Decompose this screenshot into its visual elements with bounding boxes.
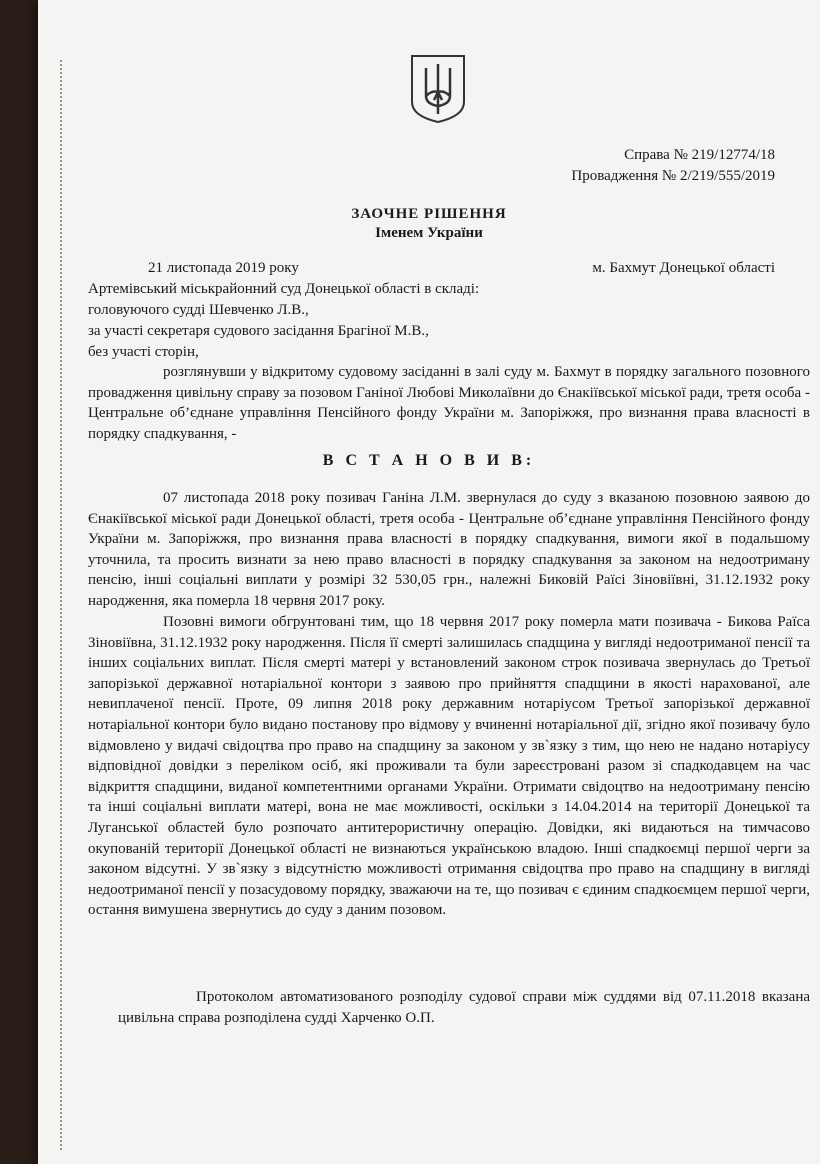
- considered-paragraph: розглянувши у відкритому судовому засіданні в залі суду м. Бахмут в порядку загального позовного провадження цивільну справу за позовом Ганіної Любові Миколаївни до Єнакіївської міської ради, третя особа - Центральне об’єднане управління Пенсійного фонду України м. Запоріжжя, про визнання права власності в порядку спадкування, -: [88, 364, 810, 442]
- court-name: Артемівський міськрайонний суд Донецької області в складі:: [88, 281, 480, 297]
- binding-stitches: [60, 60, 68, 1150]
- decision-date: 21 листопада 2019 року: [148, 260, 299, 276]
- body-paragraph-1: 07 листопада 2018 року позивач Ганіна Л.М. звернулася до суду з вказаною позовною заявою до Єнакіївської міської ради Донецької області, третя особа - Центральне об’єднане управління Пенсійного фонду України м. Запоріжжя, про визнання права власності в порядку спадкування, вимоги якої в подальшому уточнила, та просить визнати за нею право власності в порядку спадкування за законом на недоотриману пенсію, інші соціальні виплати у розмірі 32 530,05 грн., належні Биковій Раїсі Зіновіївні, 31.12.1932 року народження, яка померла 18 червня 2017 року.: [88, 490, 810, 609]
- case-number: Справа № 219/12774/18: [624, 147, 775, 163]
- court-secretary: за участі секретаря судового засідання Брагіної М.В.,: [88, 323, 429, 339]
- decision-place: м. Бахмут Донецької області: [592, 260, 775, 276]
- case-info: [571, 145, 775, 187]
- document-title: ЗАОЧНЕ РІШЕННЯ: [351, 206, 507, 222]
- parties-presence: без участі сторін,: [88, 344, 199, 360]
- document-subtitle: Іменем України: [375, 225, 483, 241]
- body-paragraph-3: Протоколом автоматизованого розподілу судової справи між суддями від 07.11.2018 вказана цивільна справа розподілена судді Харченко О.П.: [118, 989, 810, 1026]
- trident-emblem-icon: [408, 52, 468, 124]
- presiding-judge: головуючого судді Шевченко Л.В.,: [88, 302, 309, 318]
- document-page: [38, 0, 820, 1164]
- body-paragraph-2: Позовні вимоги обгрунтовані тим, що 18 червня 2017 року померла мати позивача - Бикова Раїса Зіновіївна, 31.12.1932 року народження. Після її смерті залишилась спадщина у вигляді недоотриманої пенсії та інших соціальних виплат. Після смерті матері у встановлений законом строк позивача звернулась до Третьої запорізької державної нотаріальної контори з заявою про прийняття спадщини в якості нарахованої, але невиплаченої пенсії. Проте, 09 липня 2018 року державним нотаріусом Третьої запорізької державної нотаріальної контори було видано постанову про відмову у вчиненні нотаріальної дії, згідно якої позивачу було відмовлено у видачі свідоцтва про право на спадщину за законом у зв`язку з тим, що нею не надано нотаріусу відповідної довідки з переліком осіб, які проживали та були зареєстровані разом зі спадкодавцем на час відкриття спадщини, виданої компетентними органами України. Отримати свідоцтво на недоотриману пенсію та інші соціальні виплати матері, вона не має можливості, оскільки з 14.04.2014 на території Донецької та Луганської областей було розпочато антитерористичну операцію. Довідки, які видаються на тимчасово окупованій території Донецької області не визнаються українською владою. Інші спадкоємці першої черги за законом відсутні. У зв`язку з відсутністю можливості отримання свідоцтва про право на спадщину в вигляді недоотриманої пенсії у позасудовому порядку, зважаючи на те, що позивач є єдиним спадкоємцем першої черги, остання вимушена звернутись до суду з даним позовом.: [88, 614, 810, 919]
- proceeding-number: Провадження № 2/219/555/2019: [571, 168, 775, 184]
- section-heading: В С Т А Н О В И В:: [322, 452, 536, 469]
